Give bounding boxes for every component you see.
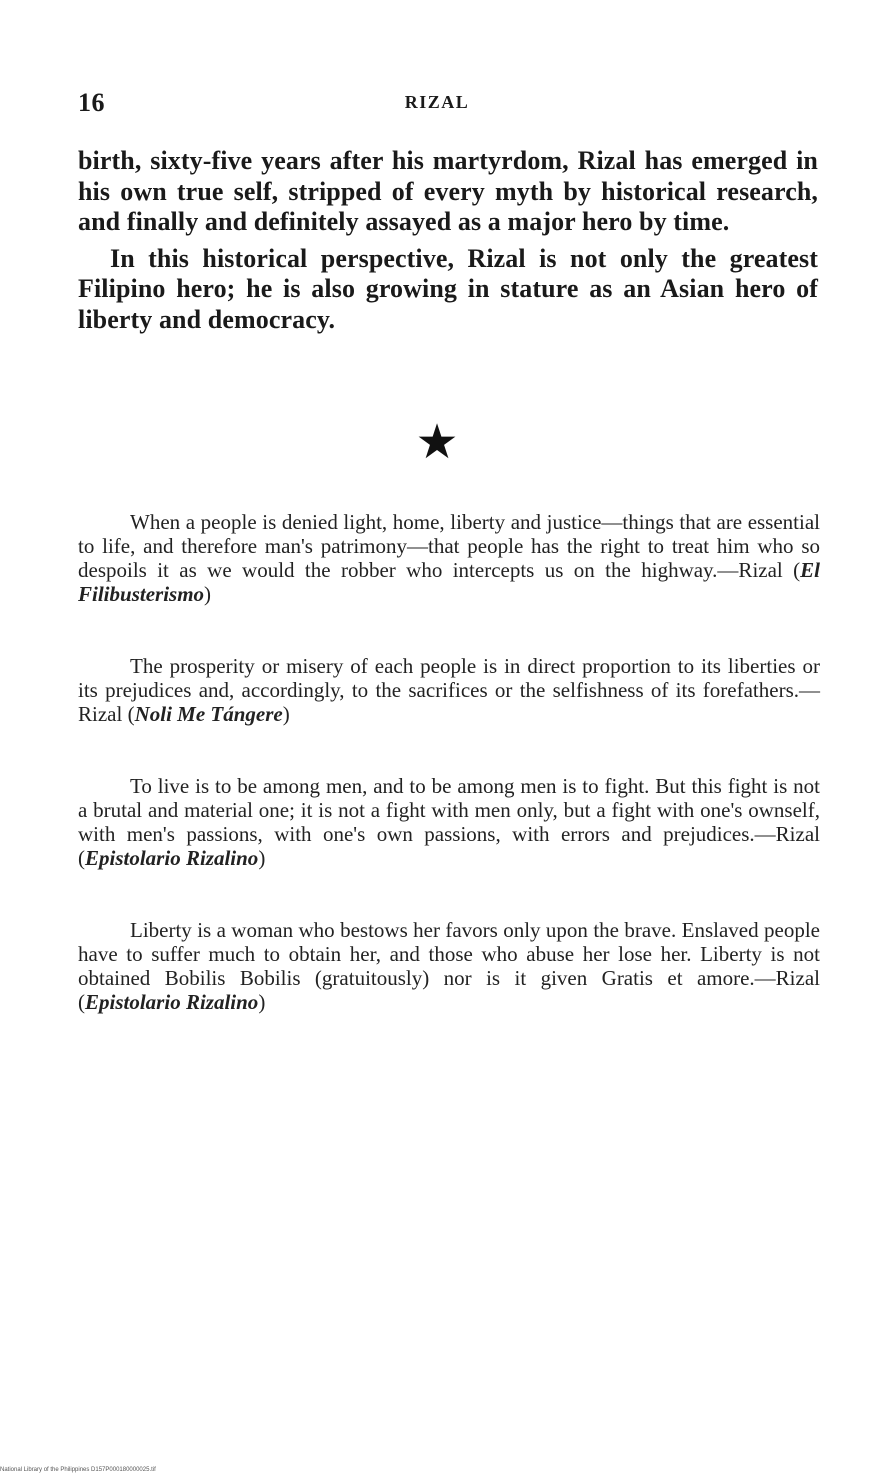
- body-paragraph-1: birth, sixty-five years after his martyrdom, Rizal has emerged in his own true self, stripped of every myth by historical research, and finally and definitely assayed as a major hero by time.: [78, 146, 818, 236]
- quote-text: When a people is denied light, home, liberty and justice—things that are essential to life, and therefore man's patrimony—that people has the right to treat him who so despoils it as we would the robber who intercepts us on the highway.—Rizal: [78, 510, 820, 582]
- quote-text: To live is to be among men, and to be among men is to fight. But this fight is not a brutal and material one; it is not a fight with men only, but a fight with one's ownself, with men's passions, with one's own passions, with errors and prejudices.—Rizal: [78, 774, 820, 846]
- star-icon: ★: [415, 414, 459, 470]
- quote-item: To live is to be among men, and to be among men is to fight. But this fight is not a brutal and material one; it is not a fight with men only, but a fight with one's ownself, with men's passions, with one's own passions, with errors and prejudices.—Rizal (Epistolario Rizalino): [78, 774, 820, 870]
- quote-item: The prosperity or misery of each people is in direct proportion to its liberties or its prejudices and, accordingly, to the sacrifices or the selfishness of its forefathers.—Rizal (Noli Me Tángere): [78, 654, 820, 726]
- quote-item: When a people is denied light, home, liberty and justice—things that are essential to life, and therefore man's patrimony—that people has the right to treat him who so despoils it as we would the robber who intercepts us on the highway.—Rizal (El Filibusterismo): [78, 510, 820, 606]
- body-paragraph-2: In this historical perspective, Rizal is not only the greatest Filipino hero; he is also growing in stature as an Asian hero of liberty and democracy.: [78, 243, 818, 334]
- running-head: RIZAL: [404, 92, 470, 112]
- quote-source: Epistolario Rizalino: [85, 846, 259, 870]
- quote-list: [78, 510, 820, 1062]
- scan-credit: National Library of the Philippines D157P000180000025.tif: [0, 1467, 156, 1473]
- quote-item: Liberty is a woman who bestows her favors only upon the brave. Enslaved people have to suffer much to obtain her, and those who abuse her lose her. Liberty is not obtained Bobilis Bobilis (gratuitously) nor is it given Gratis et amore.—Rizal (Epistolario Rizalino): [78, 918, 820, 1014]
- quote-source: Noli Me Tángere: [134, 702, 283, 726]
- quote-text: The prosperity or misery of each people is in direct proportion to its liberties or its prejudices and, accordingly, to the sacrifices or the selfishness of its forefathers.—Rizal: [78, 654, 820, 726]
- quote-source: El Filibusterismo: [78, 558, 820, 606]
- page-number: 16: [78, 88, 105, 117]
- body-text: [78, 146, 818, 335]
- quote-source: Epistolario Rizalino: [85, 990, 259, 1014]
- quote-text: Liberty is a woman who bestows her favors only upon the brave. Enslaved people have to suffer much to obtain her, and those who abuse her lose her. Liberty is not obtained Bobilis Bobilis (gratuitously) nor is it given Gratis et amore.—Rizal: [78, 918, 820, 990]
